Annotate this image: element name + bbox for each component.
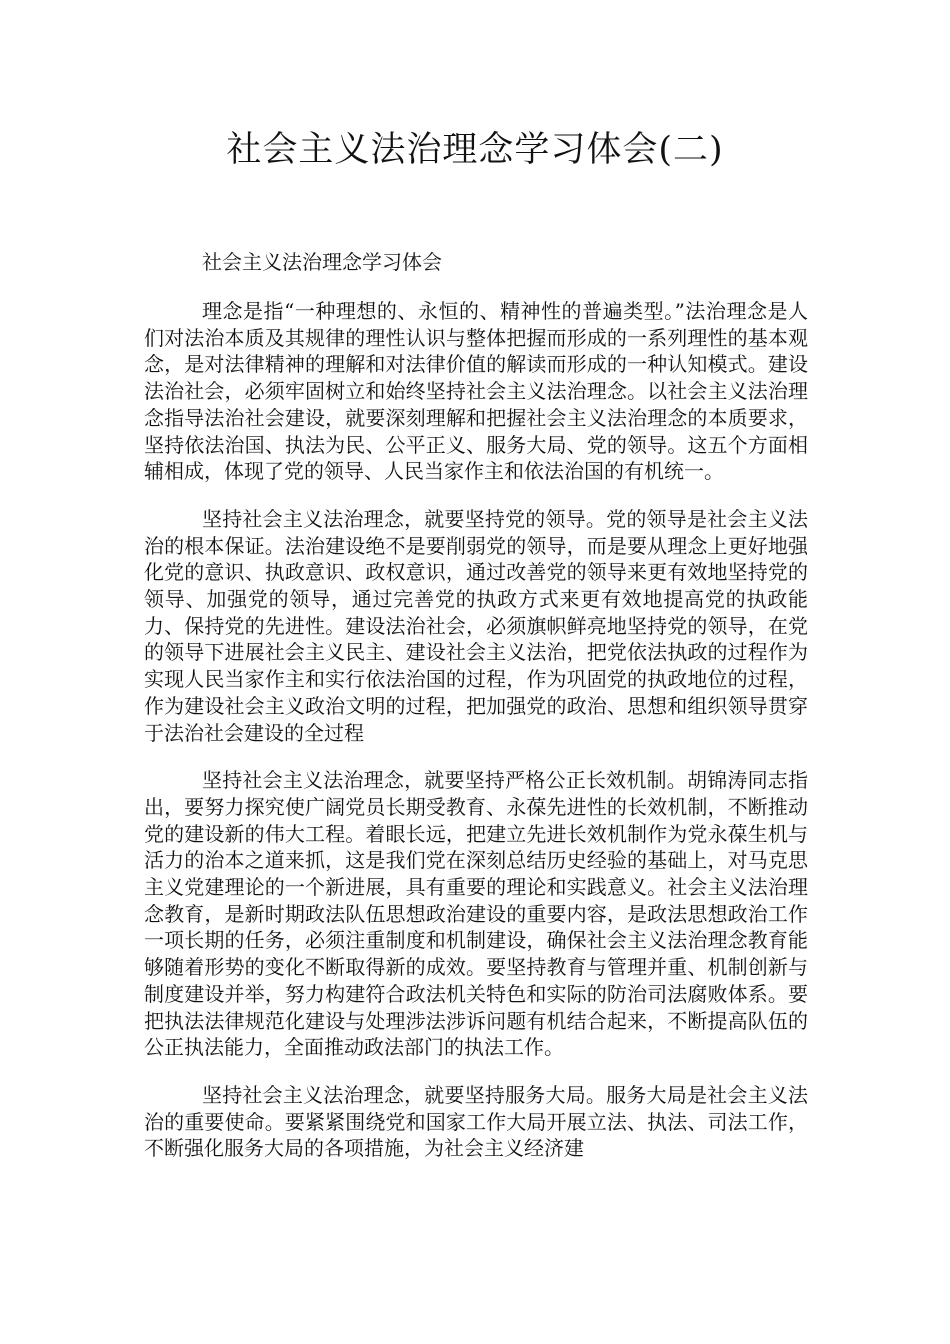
document-subtitle: 社会主义法治理念学习体会 <box>202 250 442 274</box>
paragraph-4: 坚持社会主义法治理念，就要坚持服务大局。服务大局是社会主义法治的重要使命。要紧紧围绕党和国家工作大局开展立法、执法、司法工作，不断强化服务大局的各项措施，为社会主义经济建 <box>144 1082 808 1161</box>
paragraph-3: 坚持社会主义法治理念，就要坚持严格公正长效机制。胡锦涛同志指出，要努力探究使广阔党员长期受教育、永葆先进性的长效机制，不断推动党的建设新的伟大工程。着眼长远，把建立先进长效机制作为党永葆生机与活力的治本之道来抓，这是我们党在深刻总结历史经验的基础上，对马克思主义党建理论的一个新进展，具有重要的理论和实践意义。社会主义法治理念教育，是新时期政法队伍思想政治建设的重要内容，是政法思想政治工作一项长期的任务，必须注重制度和机制建设，确保社会主义法治理念教育能够随着形势的变化不断取得新的成效。要坚持教育与管理并重、机制创新与制度建设并举，努力构建符合政法机关特色和实际的防治司法腐败体系。要把执法法律规范化建设与处理涉法涉诉问题有机结合起来，不断提高队伍的公正执法能力，全面推动政法部门的执法工作。 <box>144 768 808 1060</box>
document-title: 社会主义法治理念学习体会(二) <box>226 130 724 170</box>
paragraph-1: 理念是指“一种理想的、永恒的、精神性的普遍类型。”法治理念是人们对法治本质及其规律的理性认识与整体把握而形成的一系列理性的基本观念，是对法律精神的理解和对法律价值的解读而形成的一种认知模式。建设法治社会，必须牢固树立和始终坚持社会主义法治理念。以社会主义法治理念指导法治社会建设，就要深刻理解和把握社会主义法治理念的本质要求，坚持依法治国、执法为民、公平正义、服务大局、党的领导。这五个方面相辅相成，体现了党的领导、人民当家作主和依法治国的有机统一。 <box>144 299 808 484</box>
paragraph-2: 坚持社会主义法治理念，就要坚持党的领导。党的领导是社会主义法治的根本保证。法治建设绝不是要削弱党的领导，而是要从理念上更好地强化党的意识、执政意识、政权意识，通过改善党的领导来更有效地坚持党的领导、加强党的领导，通过完善党的执政方式来更有效地提高党的执政能力、保持党的先进性。建设法治社会，必须旗帜鲜亮地坚持党的领导，在党的领导下进展社会主义民主、建设社会主义法治，把党依法执政的过程作为实现人民当家作主和实行依法治国的过程，作为巩固党的执政地位的过程，作为建设社会主义政治文明的过程，把加强党的政治、思想和组织领导贯穿于法治社会建设的全过程 <box>144 506 808 745</box>
document-body <box>144 248 808 1183</box>
